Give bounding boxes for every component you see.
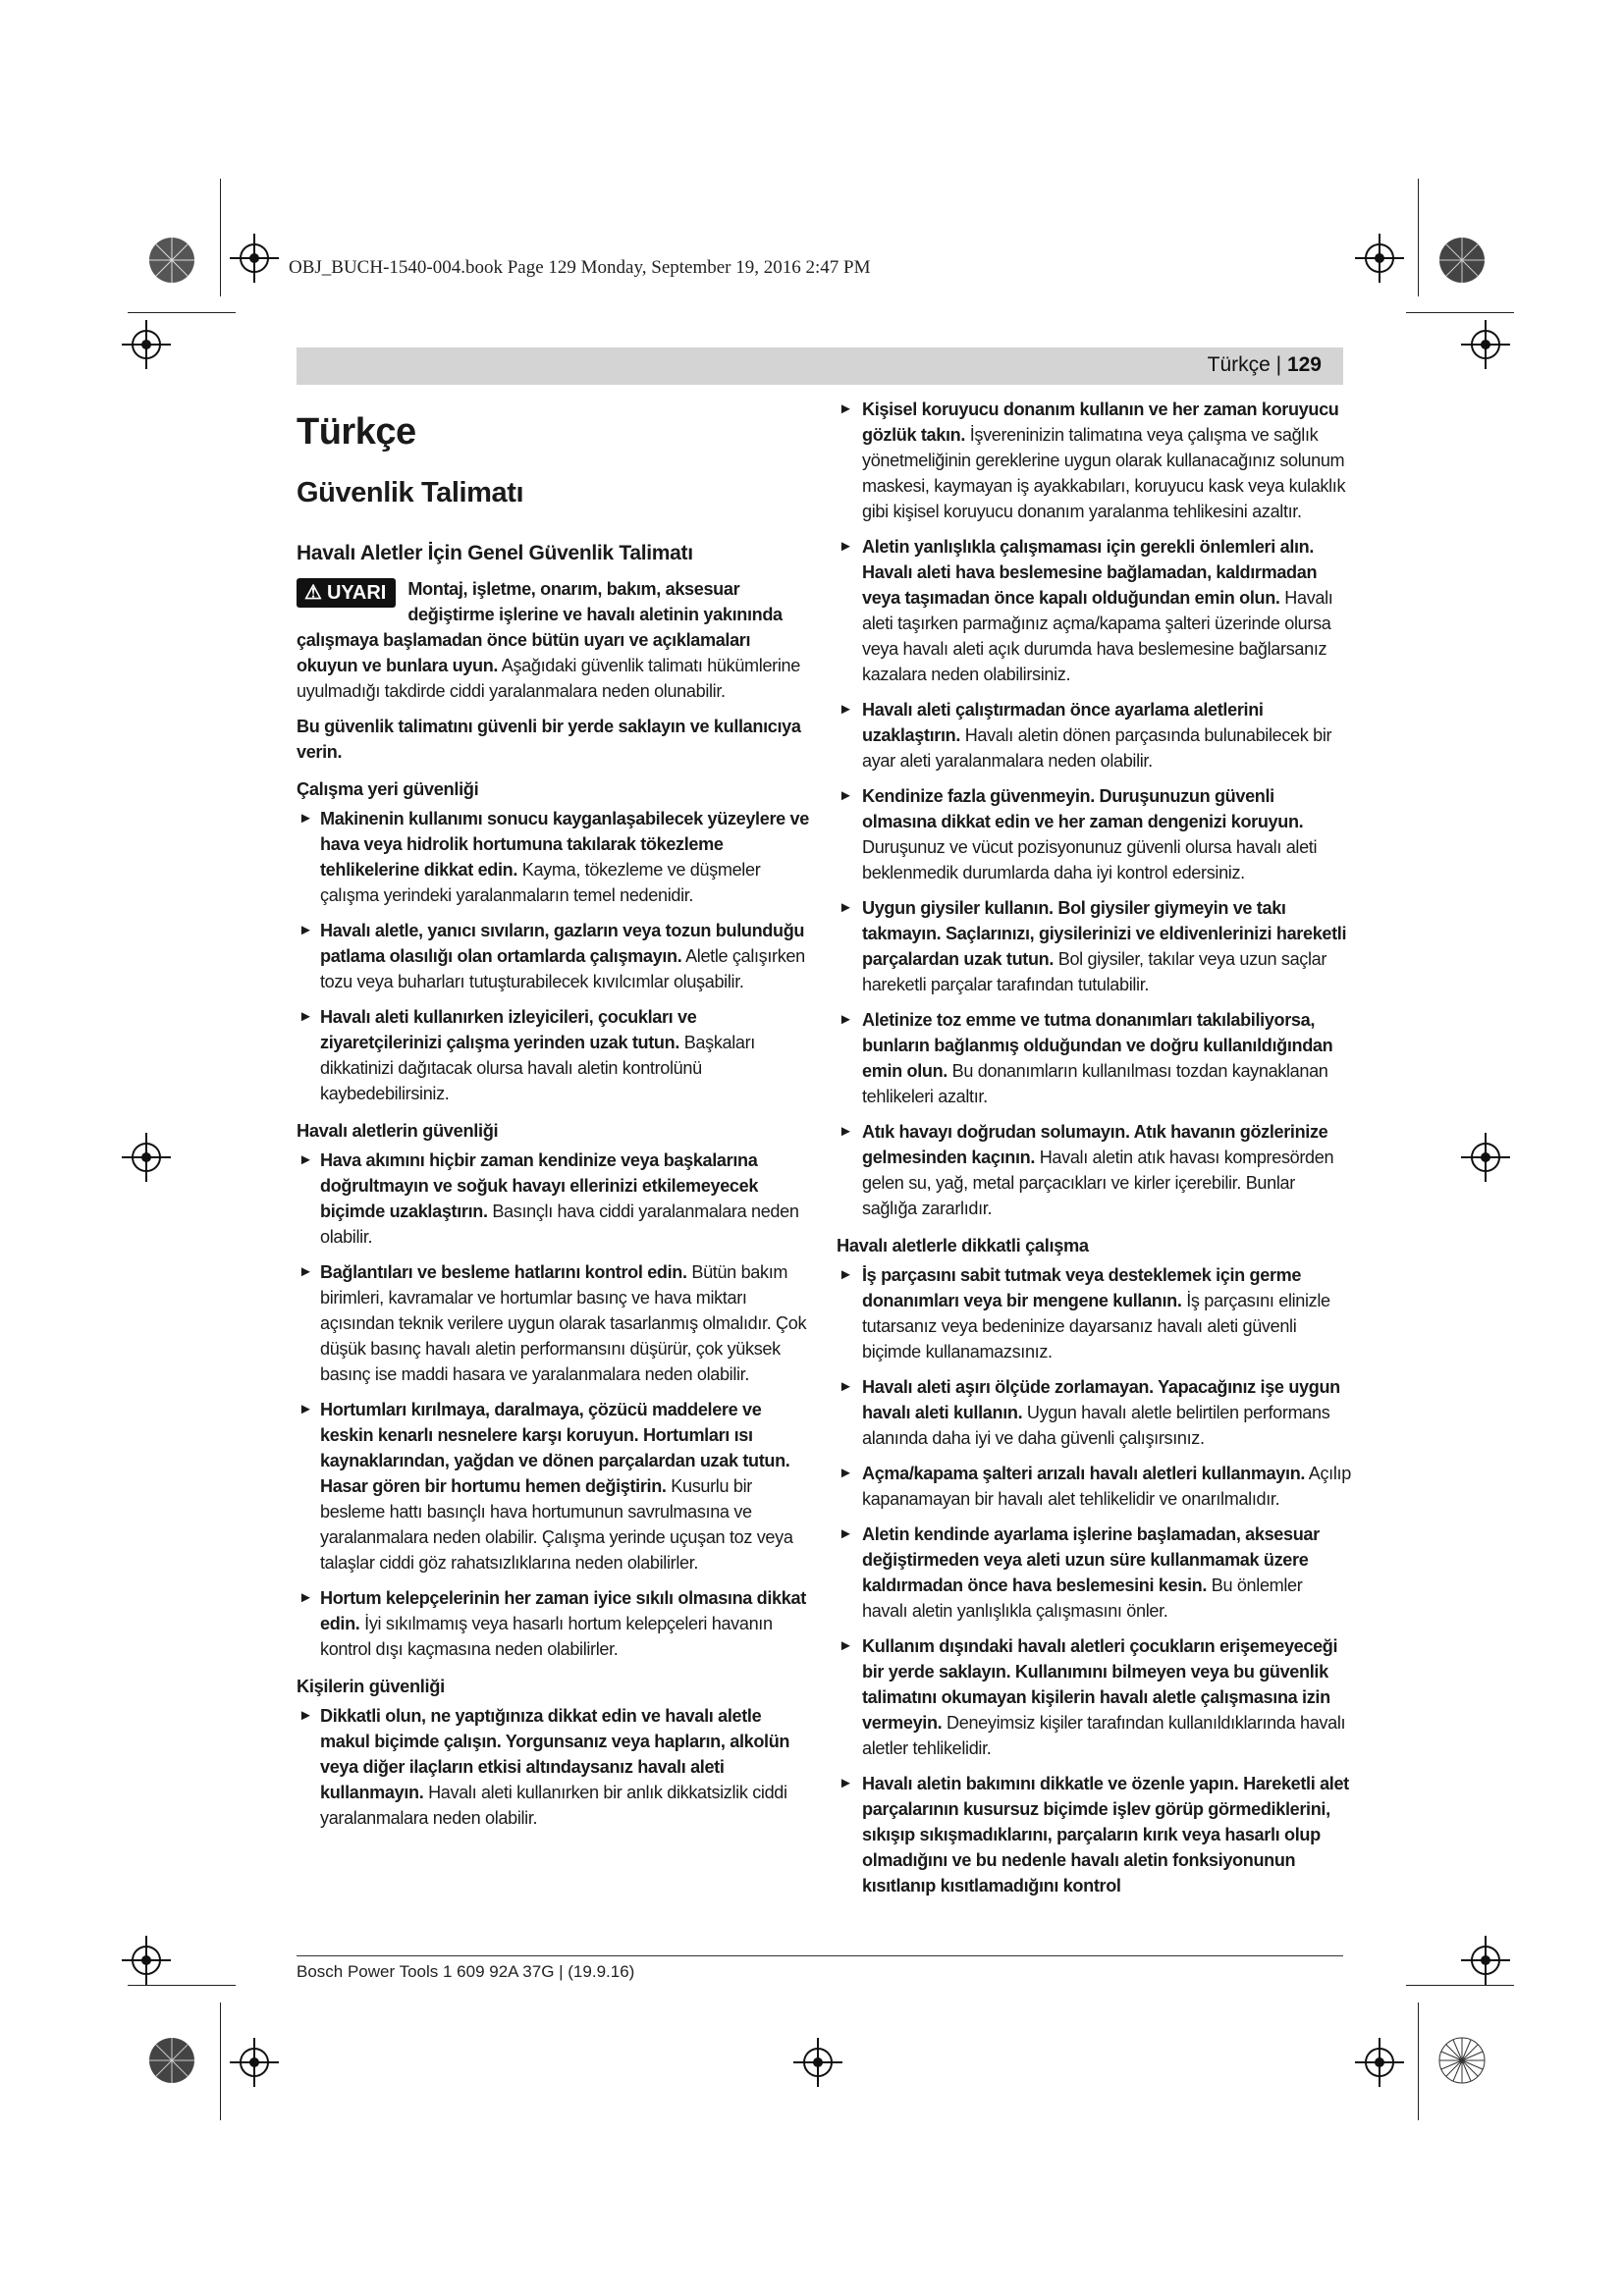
color-wheel-icon	[147, 236, 196, 285]
subsection-title: Havalı Aletler İçin Genel Güvenlik Talimatı	[297, 542, 693, 564]
registration-target-icon	[1461, 1936, 1510, 1985]
list-item-instruction: Hortumları kırılmaya, daralmaya, çözücü maddelere ve keskin kenarlı nesnelere karşı koruyun. Hortumları ısı kaynaklarından, yağdan ve dönen parçalardan uzak tutun. Hasar gören bir hortumu hemen değiştirin.	[320, 1400, 790, 1496]
bullet-arrow-icon: ►	[839, 1775, 853, 1791]
list-item-explanation: İş parçasını elinizle tutarsanız veya bedeninize dayarsanız havalı aleti güvenli biçimde kullanamazsınız.	[862, 1291, 1330, 1362]
list-item-text	[320, 1004, 812, 1106]
header-separator: |	[1270, 353, 1287, 376]
list-item-instruction: Kendinize fazla güvenmeyin. Duruşunuzun güvenli olmasına dikkat edin ve her zaman dengenizi koruyun.	[862, 786, 1304, 831]
general-warning	[297, 576, 812, 704]
list-item	[837, 1119, 1352, 1221]
list-item	[837, 783, 1352, 885]
careful-list	[837, 1262, 1352, 1898]
bullet-arrow-icon: ►	[298, 810, 313, 827]
crop-mark	[1418, 179, 1419, 296]
list-item-explanation: Kayma, tökezleme ve düşmeler çalışma yerindeki yaralanmaların temel nedenidir.	[320, 860, 761, 905]
list-item-explanation: Havalı aleti kullanırken bir anlık dikkatsizlik ciddi yaralanmalara neden olabilir.	[320, 1783, 787, 1828]
registration-target-icon	[122, 1936, 171, 1985]
list-item	[837, 1461, 1352, 1512]
list-item-instruction: İş parçasını sabit tutmak veya desteklemek için germe donanımları veya bir mengene kullanın.	[862, 1265, 1302, 1310]
color-wheel-icon	[1437, 236, 1487, 285]
page-title: Türkçe	[297, 411, 416, 453]
bullet-arrow-icon: ►	[839, 899, 853, 916]
list-item-instruction: Havalı aleti kullanırken izleyicileri, çocukları ve ziyaretçilerinizi çalışma yerinden uzak tutun.	[320, 1007, 697, 1052]
list-item-explanation: Açılıp kapanamayan bir havalı alet tehlikelidir ve onarılmalıdır.	[862, 1464, 1351, 1509]
list-item	[837, 1262, 1352, 1364]
list-item-text	[862, 1633, 1352, 1761]
list-item-text	[320, 1259, 812, 1387]
bullet-arrow-icon: ►	[298, 1263, 313, 1280]
header-label	[1208, 353, 1322, 377]
registration-target-icon	[1461, 1133, 1510, 1182]
list-item	[297, 806, 812, 908]
list-item	[297, 1585, 812, 1662]
list-item-text	[862, 783, 1352, 885]
left-column	[297, 397, 812, 1841]
warning-lead: Montaj, işletme, onarım, bakım, aksesuar değiştirme işlerine ve havalı aletinin yakınında çalışmaya başlamadan önce bütün uyarı ve açıklamaları okuyun ve bunlara uyun.	[297, 579, 783, 675]
list-item-instruction: Atık havayı doğrudan solumayın. Atık havanın gözlerinize gelmesinden kaçının.	[862, 1122, 1328, 1167]
bullet-arrow-icon: ►	[839, 1525, 853, 1542]
bullet-arrow-icon: ►	[839, 400, 853, 417]
list-item-instruction: Havalı aletin bakımını dikkatle ve özenle yapın. Hareketli alet parçalarının kusursuz biçimde işlev görüp görmediklerini, sıkışıp sıkışmadıklarını, parçaların kırık veya hasarlı olup olmadığını ve bu nedenle havalı aletin fonksiyonunun kısıtlanıp kısıtlamadığını kontrol	[862, 1774, 1349, 1896]
bullet-arrow-icon: ►	[298, 1401, 313, 1417]
list-item-instruction: Dikkatli olun, ne yaptığınıza dikkat edin ve havalı aletle makul biçimde çalışın. Yorgunsanız veya hapların, alkolün veya diğer ilaçların etkisi altındaysanız havalı aleti kullanmayın.	[320, 1706, 790, 1802]
list-item-instruction: Açma/kapama şalteri arızalı havalı aletleri kullanmayın.	[862, 1464, 1306, 1483]
list-item-explanation: Aletle çalışırken tozu veya buharları tutuşturabilecek kıvılcımlar oluşabilir.	[320, 946, 805, 991]
list-item	[297, 918, 812, 994]
list-item-instruction: Makinenin kullanımı sonucu kayganlaşabilecek yüzeylere ve hava veya hidrolik hortumuna takılarak tökezleme tehlikelerine dikkat edin.	[320, 809, 809, 880]
header-language: Türkçe	[1207, 353, 1271, 376]
list-item-text	[320, 1397, 812, 1575]
bullet-arrow-icon: ►	[839, 1378, 853, 1395]
registration-target-icon	[230, 2038, 279, 2087]
list-item-instruction: Havalı aleti çalıştırmadan önce ayarlama aletlerini uzaklaştırın.	[862, 700, 1264, 745]
crop-mark	[220, 179, 221, 296]
list-item-explanation: İşvereninizin talimatına veya çalışma ve sağlık yönetmeliğinin gereklerine uygun olarak kullanacağınız solunum maskesi, kaymayan iş ayakkabıları, koruyucu kask veya kulaklık gibi kişisel koruyucu donanım yaralanma tehlikesini azaltır.	[862, 425, 1346, 521]
list-item-explanation: Duruşunuz ve vücut pozisyonunuz güvenli olursa havalı aleti beklenmedik durumlarda daha iyi kontrol edersiniz.	[862, 837, 1318, 882]
list-item-explanation: Basınçlı hava ciddi yaralanmalara neden olabilir.	[320, 1201, 799, 1247]
list-item-text	[320, 918, 812, 994]
registration-target-icon	[122, 320, 171, 369]
group-heading-persons: Kişilerin güvenliği	[297, 1676, 445, 1696]
bullet-arrow-icon: ►	[298, 1151, 313, 1168]
registration-target-icon	[230, 234, 279, 283]
crop-mark	[128, 1985, 236, 1986]
list-item-text	[320, 1703, 812, 1831]
bullet-arrow-icon: ►	[839, 1123, 853, 1140]
list-item-instruction: Kişisel koruyucu donanım kullanın ve her zaman koruyucu gözlük takın.	[862, 400, 1339, 445]
list-item-explanation: İyi sıkılmamış veya hasarlı hortum kelepçeleri havanın kontrol dışı kaçmasına neden olabilirler.	[320, 1614, 773, 1659]
crop-mark	[1406, 1985, 1514, 1986]
list-item-explanation: Uygun havalı aletle belirtilen performans alanında daha iyi ve daha güvenli çalışırsınız.	[862, 1403, 1330, 1448]
running-header	[297, 347, 1343, 385]
warning-triangle-icon: ⚠	[304, 582, 322, 604]
list-item	[297, 1004, 812, 1106]
list-item	[837, 1007, 1352, 1109]
list-item-text	[862, 1374, 1352, 1451]
group-heading-tools: Havalı aletlerin güvenliği	[297, 1120, 499, 1141]
list-item	[297, 1703, 812, 1831]
list-item-instruction: Hava akımını hiçbir zaman kendinize veya başkalarına doğrultmayın ve soğuk havayı ellerinizi etkilemeyecek biçimde uzaklaştırın.	[320, 1150, 759, 1221]
list-item-explanation: Bu donanımların kullanılması tozdan kaynaklanan tehlikeleri azaltır.	[862, 1061, 1328, 1106]
list-item-explanation: Deneyimsiz kişiler tarafından kullanıldıklarında havalı aletler tehlikelidir.	[862, 1713, 1346, 1758]
list-item-text	[862, 1119, 1352, 1221]
bullet-arrow-icon: ►	[839, 1637, 853, 1654]
list-item-instruction: Havalı aleti aşırı ölçüde zorlamayan. Yapacağınız işe uygun havalı aleti kullanın.	[862, 1377, 1340, 1422]
list-item	[837, 697, 1352, 774]
list-item-text	[320, 1585, 812, 1662]
list-item-explanation: Bütün bakım birimleri, kavramalar ve hortumlar basınç ve hava miktarı açısından teknik verilere uygun olarak tasarlanmış olmalıdır. Çok düşük basınç havalı aletin performansını düşürür, çok yüksek basınç ise maddi hasara ve yaralanmalara neden olabilir.	[320, 1262, 807, 1384]
list-item-instruction: Aletin kendinde ayarlama işlerine başlamadan, aksesuar değiştirmeden veya aleti uzun süre kullanmamak üzere kaldırmadan önce hava beslemesini kesin.	[862, 1524, 1320, 1595]
bullet-arrow-icon: ►	[839, 1011, 853, 1028]
warning-rest: Aşağıdaki güvenlik talimatı hükümlerine uyulmadığı takdirde ciddi yaralanmalara neden olunabilir.	[297, 656, 800, 701]
bullet-arrow-icon: ►	[298, 1008, 313, 1025]
warning-badge	[297, 578, 396, 608]
list-item-instruction: Havalı aletle, yanıcı sıvıların, gazların veya tozun bulunduğu patlama olasılığı olan ortamlarda çalışmayın.	[320, 921, 805, 966]
crop-mark	[1418, 2002, 1419, 2120]
print-slug: OBJ_BUCH-1540-004.book Page 129 Monday, September 19, 2016 2:47 PM	[289, 257, 871, 278]
registration-target-icon	[1461, 320, 1510, 369]
list-item	[837, 895, 1352, 997]
list-item-explanation: Havalı aleti taşırken parmağınız açma/kapama şalteri üzerinde olursa veya havalı aleti açık durumda hava beslemesine bağlarsanız kazalara neden olabilirsiniz.	[862, 588, 1333, 684]
list-item-instruction: Bağlantıları ve besleme hatlarını kontrol edin.	[320, 1262, 687, 1282]
tools-list	[297, 1148, 812, 1662]
list-item	[837, 1633, 1352, 1761]
list-item-instruction: Hortum kelepçelerinin her zaman iyice sıkılı olmasına dikkat edin.	[320, 1588, 806, 1633]
group-heading-workplace: Çalışma yeri güvenliği	[297, 778, 479, 799]
list-item-explanation: Bu önlemler havalı aletin yanlışlıkla çalışmasını önler.	[862, 1575, 1303, 1621]
bullet-arrow-icon: ►	[298, 1589, 313, 1606]
registration-target-icon	[1355, 234, 1404, 283]
bullet-arrow-icon: ►	[839, 1465, 853, 1481]
warning-badge-label: UYARI	[326, 582, 387, 604]
list-item-text	[862, 1007, 1352, 1109]
color-wheel-icon	[147, 2036, 196, 2085]
list-item-text	[862, 895, 1352, 997]
list-item-explanation: Başkaları dikkatinizi dağıtacak olursa havalı aletin kontrolünü kaybedebilirsiniz.	[320, 1033, 755, 1103]
list-item	[837, 534, 1352, 687]
list-item-text	[320, 1148, 812, 1250]
list-item-instruction: Kullanım dışındaki havalı aletleri çocukların erişemeyeceği bir yerde saklayın. Kullanımını bilmeyen veya bu güvenlik talimatını okumayan kişilerin havalı aletle çalışmasına izin vermeyin.	[862, 1636, 1338, 1733]
list-item	[297, 1148, 812, 1250]
list-item	[837, 1771, 1352, 1898]
list-item	[297, 1259, 812, 1387]
footer-rule	[297, 1955, 1343, 1956]
registration-target-icon	[1355, 2038, 1404, 2087]
list-item-text	[862, 1522, 1352, 1624]
list-item-explanation: Havalı aletin dönen parçasında bulunabilecek bir ayar aleti yaralanmalara neden olabilir.	[862, 725, 1332, 771]
list-item-explanation: Kusurlu bir besleme hattı basınçlı hava hortumunun savrulmasına ve yaralanmalara neden olabilir. Çalışma yerinde uçuşan toz veya talaşlar ciddi göz rahatsızlıklarına neden olabilirler.	[320, 1476, 793, 1573]
bullet-arrow-icon: ►	[298, 922, 313, 938]
list-item	[837, 397, 1352, 524]
list-item-instruction: Aletin yanlışlıkla çalışmaması için gerekli önlemleri alın. Havalı aleti hava beslemesine bağlamadan, kaldırmadan veya taşımadan önce kapalı olduğundan emin olun.	[862, 537, 1318, 608]
list-item-explanation: Bol giysiler, takılar veya uzun saçlar hareketli parçalar tarafından tutulabilir.	[862, 949, 1327, 994]
persons-list-left	[297, 1703, 812, 1831]
persons-list-right	[837, 397, 1352, 1221]
bullet-arrow-icon: ►	[839, 701, 853, 718]
group-heading-careful: Havalı aletlerle dikkatli çalışma	[837, 1235, 1089, 1255]
registration-target-icon	[122, 1133, 171, 1182]
right-column	[837, 397, 1352, 1908]
workplace-list	[297, 806, 812, 1106]
list-item	[297, 1397, 812, 1575]
section-title: Güvenlik Talimatı	[297, 477, 524, 508]
list-item-text	[862, 1771, 1352, 1898]
registration-target-icon	[793, 2038, 842, 2087]
list-item-text	[862, 534, 1352, 687]
list-item	[837, 1522, 1352, 1624]
crop-mark	[128, 312, 236, 313]
list-item-text	[862, 697, 1352, 774]
bullet-arrow-icon: ►	[839, 787, 853, 804]
crop-mark	[1406, 312, 1514, 313]
footer-imprint: Bosch Power Tools 1 609 92A 37G | (19.9.16)	[297, 1962, 635, 1981]
bullet-arrow-icon: ►	[298, 1707, 313, 1724]
page-number: 129	[1286, 353, 1322, 376]
list-item-text	[862, 1461, 1352, 1512]
bullet-arrow-icon: ►	[839, 1266, 853, 1283]
bullet-arrow-icon: ►	[839, 538, 853, 555]
list-item-explanation: Havalı aletin atık havası kompresörden gelen su, yağ, metal parçacıkları ve kirler içerebilir. Bunlar sağlığa zararlıdır.	[862, 1148, 1334, 1218]
keep-instructions-note: Bu güvenlik talimatını güvenli bir yerde saklayın ve kullanıcıya verin.	[297, 717, 801, 762]
color-wheel-icon	[1437, 2036, 1487, 2085]
list-item-instruction: Uygun giysiler kullanın. Bol giysiler giymeyin ve takı takmayın. Saçlarınızı, giysilerinizi ve eldivenlerinizi hareketli parçalardan uzak tutun.	[862, 898, 1347, 969]
list-item-instruction: Aletinize toz emme ve tutma donanımları takılabiliyorsa, bunların bağlanmış olduğundan ve doğru kullanıldığından emin olun.	[862, 1010, 1333, 1081]
list-item-text	[320, 806, 812, 908]
list-item-text	[862, 397, 1352, 524]
list-item	[837, 1374, 1352, 1451]
crop-mark	[220, 2002, 221, 2120]
list-item-text	[862, 1262, 1352, 1364]
